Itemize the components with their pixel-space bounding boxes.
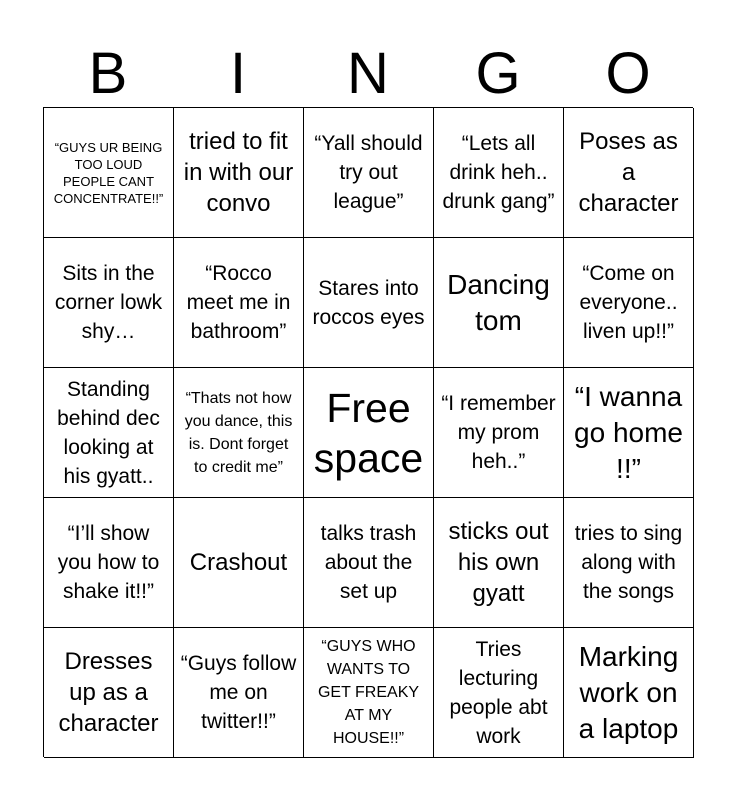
cell-text: “I wanna go home !!”: [574, 380, 683, 484]
cell-text: Marking work on a laptop: [578, 640, 679, 744]
header-letter-b: B: [88, 41, 128, 106]
cell-text: “Rocco meet me in bathroom”: [186, 262, 291, 343]
cell-text: Standing behind dec looking at his gyatt..: [57, 377, 160, 488]
cell-text: Poses as a character: [578, 128, 679, 217]
bingo-cell: [174, 368, 304, 498]
bingo-cell: [174, 498, 304, 628]
cell-text: “GUYS UR BEING TOO LOUD PEOPLE CANT CONCENTRATE!!”: [53, 139, 164, 206]
bingo-cell: [434, 238, 564, 368]
cell-text: Dresses up as a character: [58, 648, 159, 737]
bingo-cell: [434, 108, 564, 238]
bingo-cell: [44, 628, 174, 758]
bingo-cell: [304, 628, 434, 758]
cell-text: “Yall should try out league”: [314, 132, 423, 213]
bingo-cell: [564, 628, 694, 758]
header-letter-i: I: [229, 41, 247, 106]
bingo-header: [43, 40, 693, 108]
cell-text: “I’ll show you how to shake it!!”: [57, 522, 160, 603]
header-letter-o: O: [605, 41, 651, 106]
free-space-cell: [304, 368, 434, 498]
bingo-cell: [44, 368, 174, 498]
bingo-cell: [44, 238, 174, 368]
cell-text: “GUYS WHO WANTS TO GET FREAKY AT MY HOUSE!!”: [317, 638, 420, 747]
cell-text: Free space: [313, 384, 424, 481]
cell-text: Tries lecturing people abt work: [449, 637, 548, 748]
cell-text: “I remember my prom heh..”: [441, 392, 556, 473]
cell-text: “Come on everyone.. liven up!!”: [579, 262, 678, 343]
bingo-cell: [174, 108, 304, 238]
cell-text: Crashout: [189, 549, 288, 576]
bingo-cell: [44, 498, 174, 628]
cell-text: talks trash about the set up: [320, 522, 417, 603]
bingo-cell: [564, 108, 694, 238]
bingo-cell: [174, 238, 304, 368]
bingo-cell: [434, 628, 564, 758]
header-letter-g: G: [475, 41, 521, 106]
bingo-cell: [564, 368, 694, 498]
bingo-cell: [564, 498, 694, 628]
bingo-cell: [44, 108, 174, 238]
cell-text: tries to sing along with the songs: [574, 522, 683, 603]
cell-text: sticks out his own gyatt: [448, 518, 549, 607]
bingo-cell: [434, 368, 564, 498]
bingo-cell: [304, 238, 434, 368]
bingo-grid: [43, 107, 693, 757]
cell-text: Stares into roccos eyes: [312, 276, 425, 329]
cell-text: tried to fit in with our convo: [183, 128, 294, 217]
cell-text: Sits in the corner lowk shy…: [54, 262, 163, 343]
bingo-cell: [304, 108, 434, 238]
cell-text: “Guys follow me on twitter!!”: [180, 652, 297, 733]
bingo-cell: [434, 498, 564, 628]
cell-text: “Lets all drink heh.. drunk gang”: [442, 132, 555, 213]
header-letter-n: N: [347, 41, 389, 106]
cell-text: Dancing tom: [447, 268, 550, 336]
bingo-cell: [174, 628, 304, 758]
bingo-cell: [304, 498, 434, 628]
cell-text: “Thats not how you dance, this is. Dont forget to credit me”: [184, 389, 293, 476]
bingo-cell: [564, 238, 694, 368]
